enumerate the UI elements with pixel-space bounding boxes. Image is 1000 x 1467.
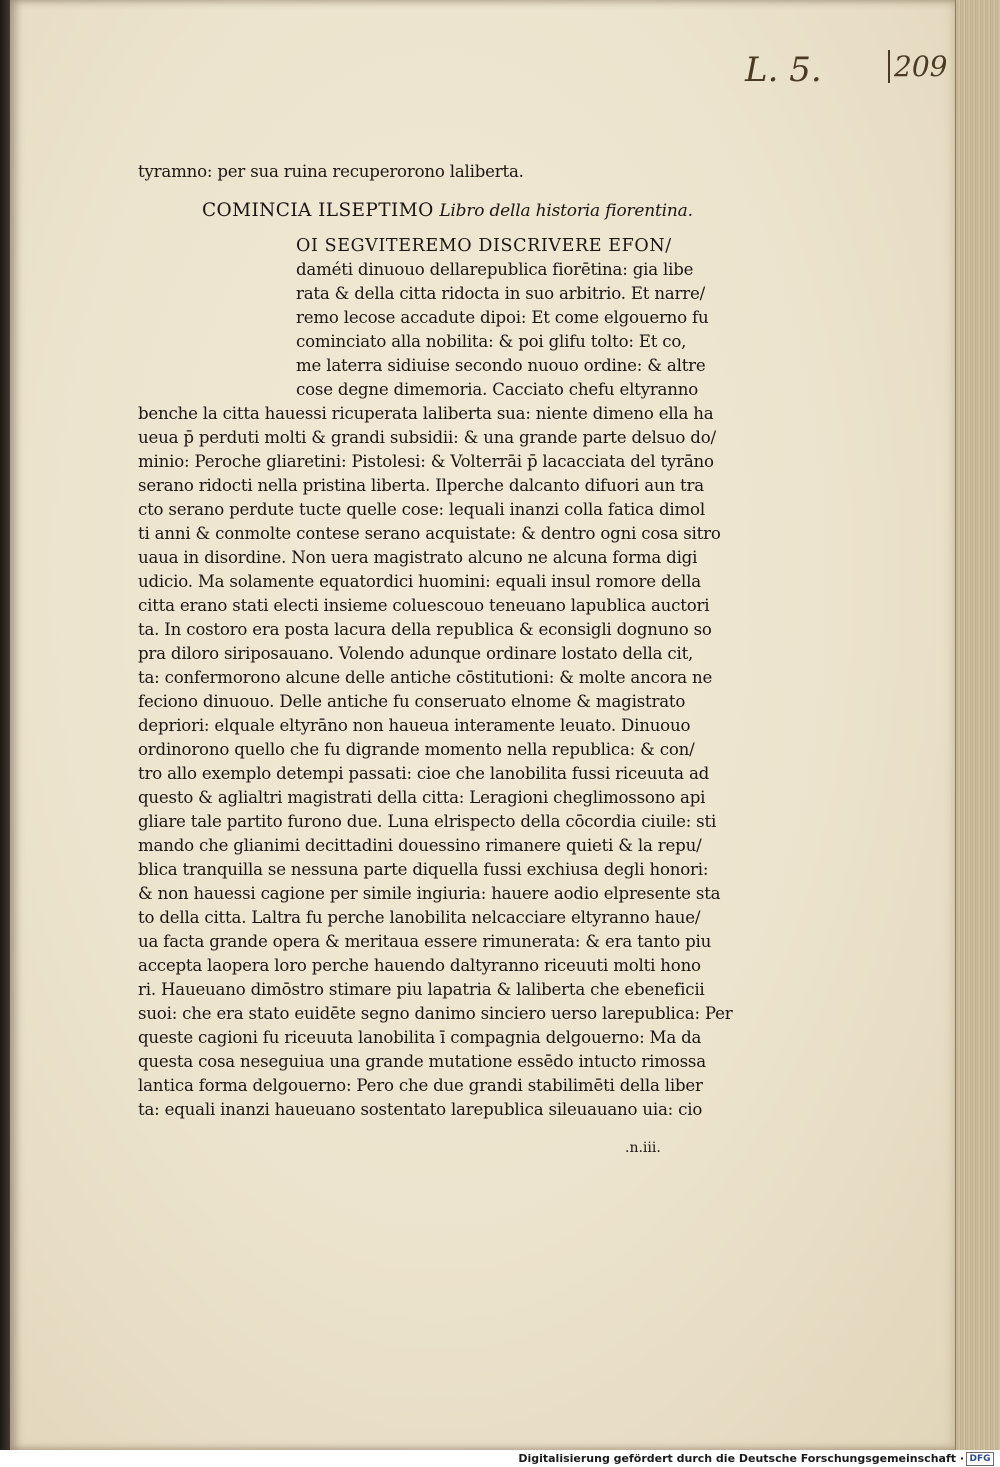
handwritten-shelf-mark: L. 5. xyxy=(745,50,822,90)
text-line: tro allo exemplo detempi passati: cioe che lanobilita fussi riceuuta ad xyxy=(138,764,710,783)
text-line: OI SEGVITEREMO DISCRIVERE EFON/ xyxy=(296,236,672,256)
text-line: gliare tale partito furono due. Luna elrispecto della cōcordia ciuile: sti xyxy=(138,812,717,831)
text-line: citta erano stati electi insieme coluescouo teneuano lapublica auctori xyxy=(138,596,710,615)
text-line: cto serano perdute tucte quelle cose: lequali inanzi colla fatica dimol xyxy=(138,500,705,519)
text-line: rata & della citta ridocta in suo arbitrio. Et narre/ xyxy=(296,284,705,303)
text-line: ta: equali inanzi haueuano sostentato larepublica sileuauano uia: cio xyxy=(138,1100,703,1119)
text-line: ta. In costoro era posta lacura della republica & econsigli dognuno so xyxy=(138,620,712,639)
text-line: benche la citta hauessi ricuperata laliberta sua: niente dimeno ella ha xyxy=(138,404,714,423)
text-line: mando che glianimi decittadini douessino rimanere quieti & la repu/ xyxy=(138,836,702,855)
text-line: & non hauessi cagione per simile ingiuria: hauere aodio elpresente sta xyxy=(138,884,721,903)
text-line: accepta laopera loro perche hauendo daltyranno riceuuti molti hono xyxy=(138,956,701,975)
text-line: ueua p̄ perduti molti & grandi subsidii: & una grande parte delsuo do/ xyxy=(138,428,716,447)
text-line: questo & aglialtri magistrati della citta: Leragioni cheglimossono api xyxy=(138,788,706,807)
text-line: ta: confermorono alcune delle antiche cōstitutioni: & molte ancora ne xyxy=(138,668,713,687)
text-line: depriori: elquale eltyrāno non haueua interamente leuato. Dinuouo xyxy=(138,716,691,735)
printed-text-block xyxy=(138,160,733,1122)
text-line: cose degne dimemoria. Cacciato chefu eltyranno xyxy=(296,380,699,399)
dfg-logo-icon: DFG xyxy=(966,1452,994,1466)
text-line: minio: Peroche gliaretini: Pistolesi: & Volterrāi p̄ lacacciata del tyrāno xyxy=(138,452,714,471)
text-line: lantica forma delgouerno: Pero che due grandi stabilimēti della liber xyxy=(138,1076,703,1095)
text-line: queste cagioni fu riceuuta lanobilita ī compagnia delgouerno: Ma da xyxy=(138,1028,702,1047)
text-line: questa cosa neseguiua una grande mutatione essēdo intucto rimossa xyxy=(138,1052,706,1071)
book-heading xyxy=(202,198,718,224)
closing-line-previous-book: tyramno: per sua ruina recuperorono laliberta. xyxy=(138,162,524,181)
heading-capitals: COMINCIA ILSEPTIMO xyxy=(202,200,434,221)
text-line: suoi: che era stato euidēte segno danimo sinciero uerso larepublica: Per xyxy=(138,1004,733,1023)
text-line: ri. Haueuano dimōstro stimare piu lapatria & laliberta che ebeneficii xyxy=(138,980,705,999)
opening-paragraph-indented xyxy=(138,234,718,402)
body-paragraph xyxy=(138,402,733,1122)
heading-title: Libro della historia fiorentina. xyxy=(439,201,693,221)
text-line: daméti dinuouo dellarepublica fiorētina: gia libe xyxy=(296,260,694,279)
text-line: me laterra sidiuise secondo nuouo ordine: & altre xyxy=(296,356,706,375)
text-line: pra diloro siriposauano. Volendo adunque ordinare lostato della cit, xyxy=(138,644,694,663)
text-line: feciono dinuouo. Delle antiche fu conseruato elnome & magistrato xyxy=(138,692,686,711)
text-line: uaua in disordine. Non uera magistrato alcuno ne alcuna forma digi xyxy=(138,548,698,567)
text-line: blica tranquilla se nessuna parte diquella fussi exchiusa degli honori: xyxy=(138,860,709,879)
text-line: remo lecose accadute dipoi: Et come elgouerno fu xyxy=(296,308,709,327)
text-line: ordinorono quello che fu digrande momento nella republica: & con/ xyxy=(138,740,695,759)
signature-mark: .n.iii. xyxy=(625,1140,661,1156)
text-line: udicio. Ma solamente equatordici huomini: equali insul romore della xyxy=(138,572,701,591)
handwritten-folio-number: 209 xyxy=(888,50,947,83)
text-line: cominciato alla nobilita: & poi glifu tolto: Et co, xyxy=(296,332,687,351)
text-line: ti anni & conmolte contese serano acquistate: & dentro ogni cosa sitro xyxy=(138,524,721,543)
text-line: to della citta. Laltra fu perche lanobilita nelcacciare eltyranno haue/ xyxy=(138,908,701,927)
text-line: ua facta grande opera & meritaua essere rimunerata: & era tanto piu xyxy=(138,932,712,951)
funding-credit: Digitalisierung gefördert durch die Deutsche Forschungsgemeinschaft · xyxy=(518,1452,964,1465)
text-line: serano ridocti nella pristina liberta. Ilperche dalcanto difuori aun tra xyxy=(138,476,704,495)
page-stack-edge xyxy=(955,0,1000,1450)
